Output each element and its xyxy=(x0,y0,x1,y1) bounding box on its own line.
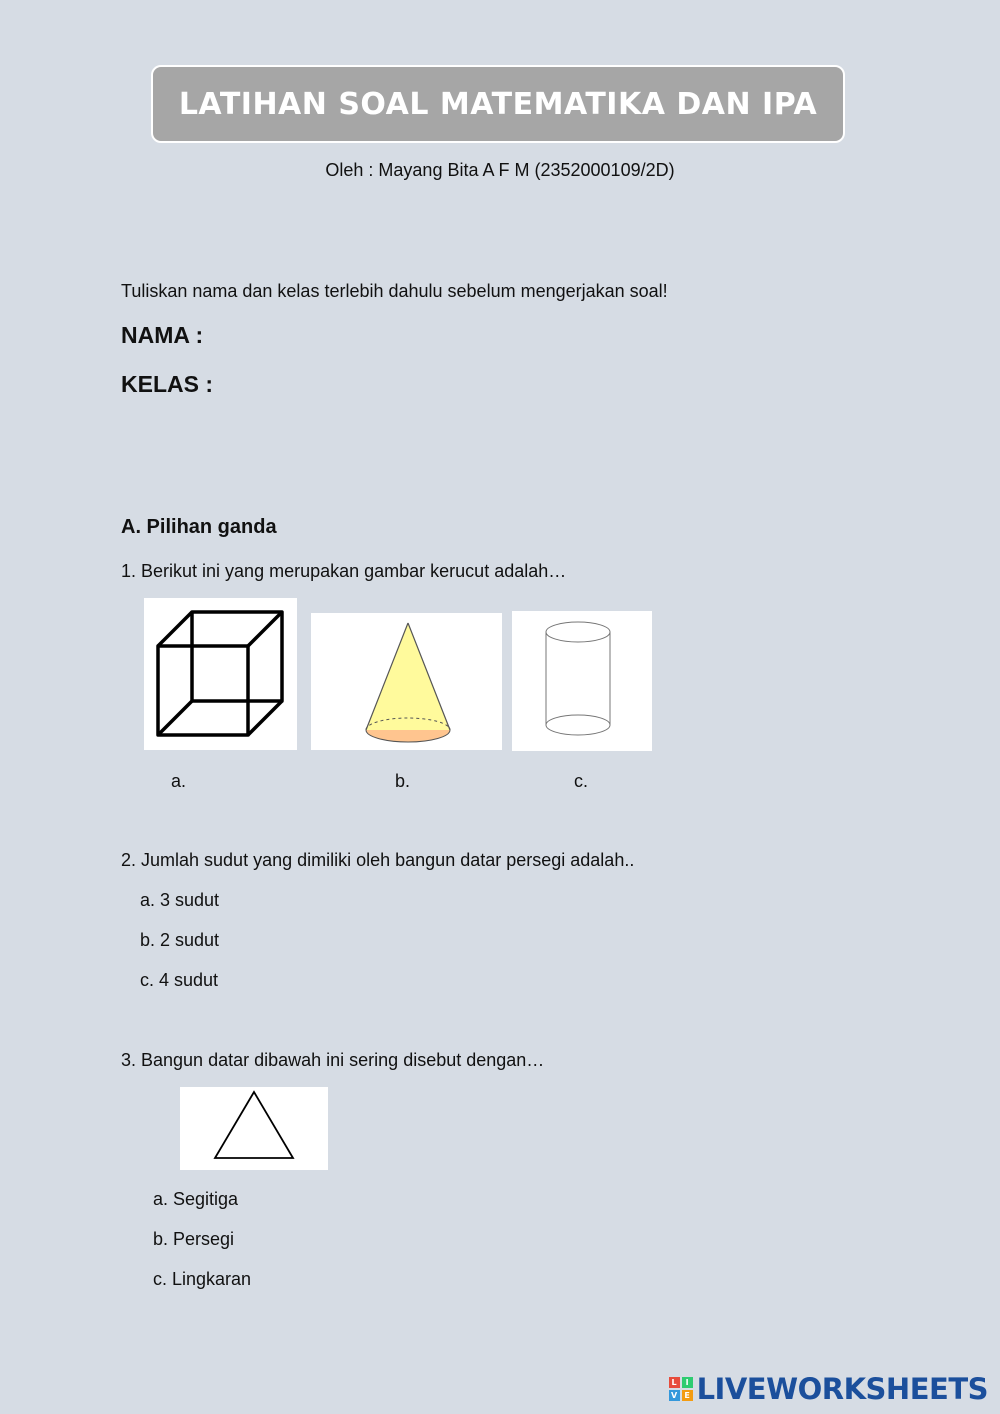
logo-letter-v: V xyxy=(669,1390,680,1401)
logo-mark-icon xyxy=(669,1377,693,1401)
logo-letter-i: I xyxy=(682,1377,693,1388)
option-2b[interactable]: b. 2 sudut xyxy=(140,930,220,950)
logo-text: LIVEWORKSHEETS xyxy=(696,1372,988,1406)
question-2-text: 2. Jumlah sudut yang dimiliki oleh bangun datar persegi adalah.. xyxy=(121,850,635,870)
option-3a[interactable]: a. Segitiga xyxy=(153,1189,239,1209)
section-title: A. Pilihan ganda xyxy=(121,516,277,538)
logo-letter-e: E xyxy=(682,1390,693,1401)
question-1-text: 1. Berikut ini yang merupakan gambar kerucut adalah… xyxy=(121,561,567,581)
logo-letter-l: L xyxy=(669,1377,680,1388)
triangle-drawing xyxy=(180,1087,328,1170)
option-1c[interactable]: c. xyxy=(574,771,589,791)
option-3b[interactable]: b. Persegi xyxy=(153,1229,235,1249)
cone-drawing xyxy=(311,613,502,750)
cube-image xyxy=(144,598,297,750)
option-2c[interactable]: c. 4 sudut xyxy=(140,970,219,990)
option-2a[interactable]: a. 3 sudut xyxy=(140,890,220,910)
cube-drawing xyxy=(144,598,297,750)
title-banner xyxy=(151,65,845,143)
option-3c[interactable]: c. Lingkaran xyxy=(153,1269,252,1289)
triangle-image xyxy=(180,1087,328,1170)
cone-image xyxy=(311,613,502,750)
liveworksheets-logo[interactable] xyxy=(669,1372,988,1406)
option-1b[interactable]: b. xyxy=(395,771,411,791)
page-title: LATIHAN SOAL MATEMATIKA DAN IPA xyxy=(178,86,818,122)
instruction-text: Tuliskan nama dan kelas terlebih dahulu sebelum mengerjakan soal! xyxy=(121,281,668,301)
cylinder-image xyxy=(512,611,652,751)
author-line: Oleh : Mayang Bita A F M (2352000109/2D) xyxy=(325,160,675,180)
class-label: KELAS : xyxy=(121,371,213,397)
option-1a[interactable]: a. xyxy=(171,771,187,791)
cylinder-drawing xyxy=(512,611,652,751)
name-label: NAMA : xyxy=(121,322,204,348)
question-3-text: 3. Bangun datar dibawah ini sering disebut dengan… xyxy=(121,1050,545,1070)
